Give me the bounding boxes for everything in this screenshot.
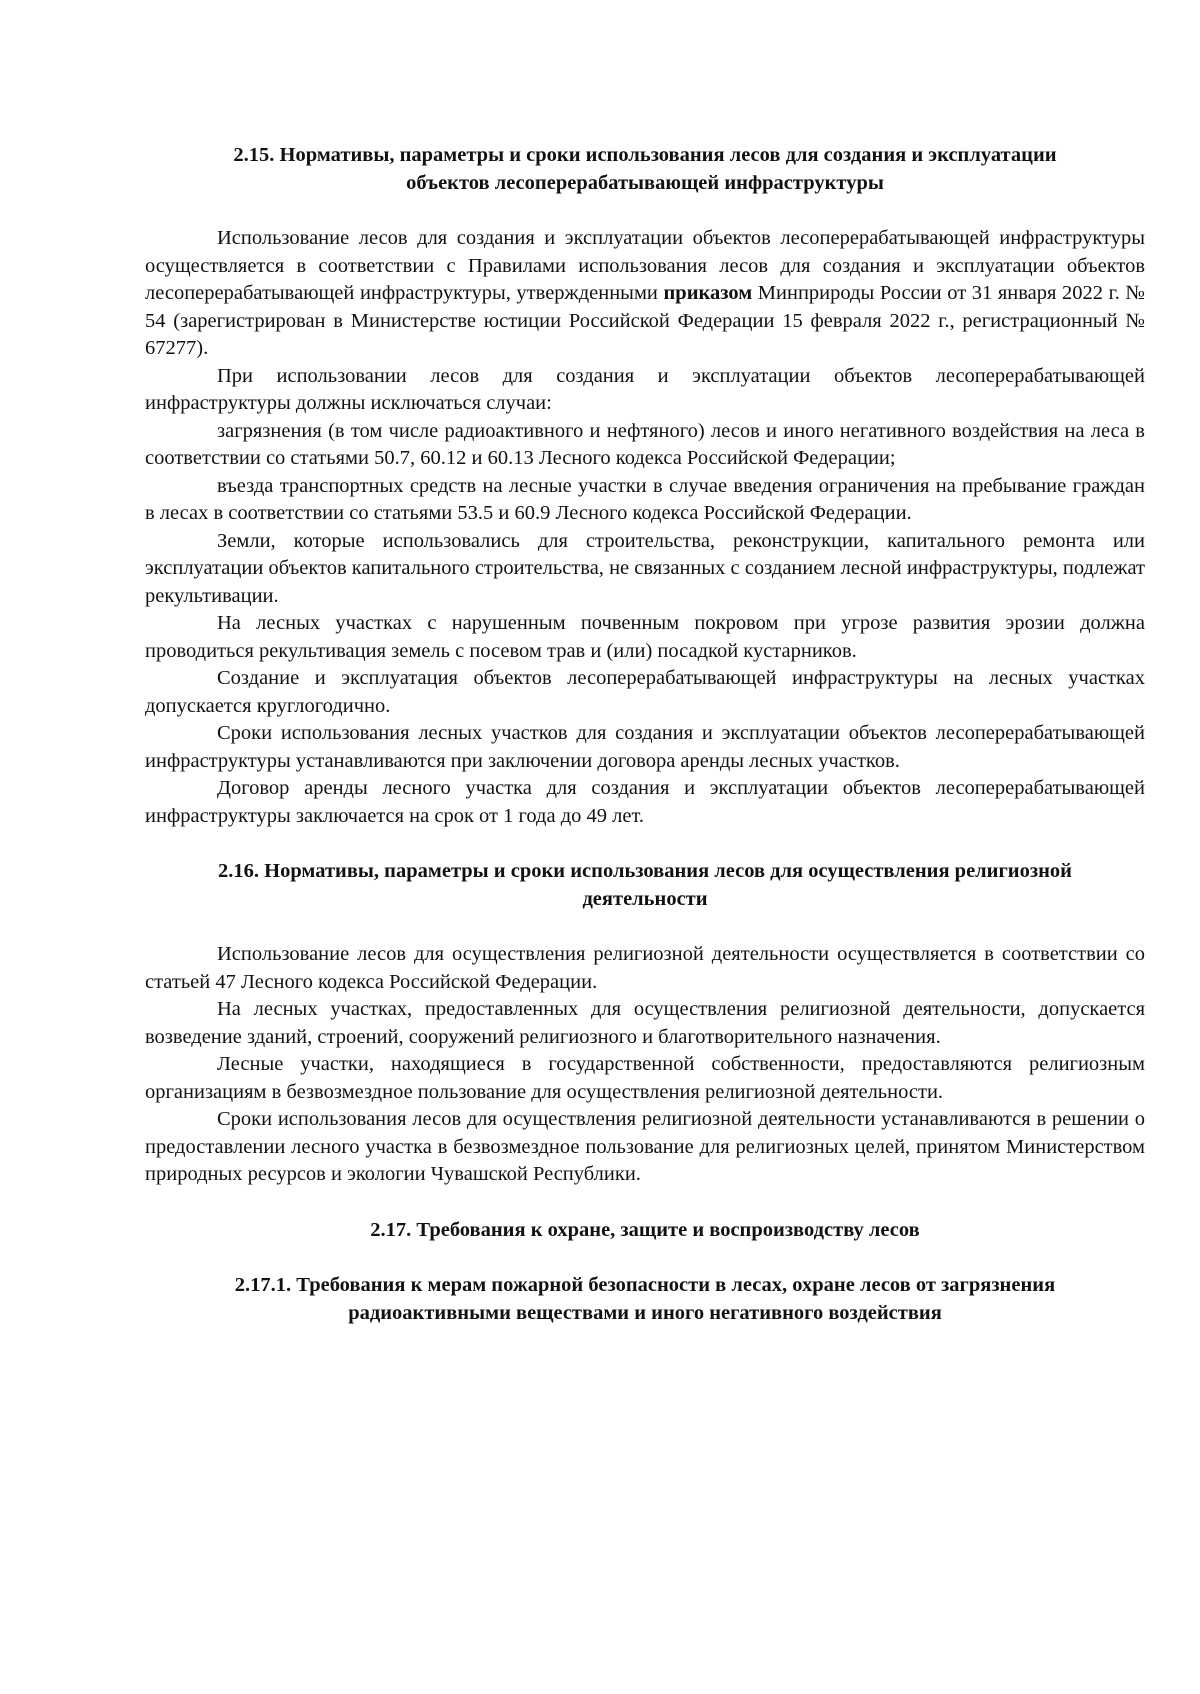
section-2-15-heading: 2.15. Нормативы, параметры и сроки использования лесов для создания и эксплуатации объектов лесоперерабатывающей инфраструктуры — [233, 144, 1057, 194]
order-link-text: приказом — [663, 282, 753, 304]
section-2-16-heading: 2.16. Нормативы, параметры и сроки использования лесов для осуществления религиозной деятельности — [218, 860, 1072, 910]
paragraph-text: Использование лесов для создания и эксплуатации объектов лесоперерабатывающей инфраструктуры осуществляется в соответствии с Правилами использования лесов для создания и эксплуатации объектов лесоперерабатывающей инфраструктуры, утвержденными — [145, 227, 1145, 304]
paragraph: Сроки использования лесов для осуществления религиозной деятельности устанавливаются в решении о предоставлении лесного участка в безвозмездное пользование для религиозных целей, принятом Министерством природных ресурсов и экологии Чувашской Республики. — [145, 1108, 1145, 1185]
spacer — [145, 1189, 1145, 1217]
paragraph: загрязнения (в том числе радиоактивного и нефтяного) лесов и иного негативного воздействия на леса в соответствии со статьями 50.7, 60.12 и 60.13 Лесного кодекса Российской Федерации; — [145, 419, 1145, 469]
paragraph — [145, 225, 1145, 363]
section-2-15 — [145, 142, 1145, 197]
section-2-17-heading: 2.17. Требования к охране, защите и воспроизводству лесов — [370, 1218, 920, 1241]
paragraph: Создание и эксплуатация объектов лесоперерабатывающей инфраструктуры на лесных участках допускается круглогодично. — [145, 667, 1145, 717]
paragraph: Земли, которые использовались для строительства, реконструкции, капитального ремонта или эксплуатации объектов капитального строительства, не связанных с созданием лесной инфраструктуры, подлежат рекультивации. — [145, 529, 1145, 607]
paragraph: Использование лесов для осуществления религиозной деятельности осуществляется в соответствии со статьей 47 Лесного кодекса Российской Федерации. — [145, 943, 1145, 993]
paragraph-text: Минприроды России от 31 января 2022 г. № 54 (зарегистрирован в Министерстве юстиции Российской Федерации 15 февраля 2022 г., регистрационный № 67277). — [145, 282, 1145, 359]
paragraph: На лесных участках с нарушенным почвенным покровом при угрозе развития эрозии должна проводиться рекультивация земель с посевом трав и (или) посадкой кустарников. — [145, 612, 1145, 662]
paragraph: Лесные участки, находящиеся в государственной собственности, предоставляются религиозным организациям в безвозмездное пользование для осуществления религиозной деятельности. — [145, 1053, 1145, 1103]
paragraph: На лесных участках, предоставленных для осуществления религиозной деятельности, допускается возведение зданий, строений, сооружений религиозного и благотворительного назначения. — [145, 998, 1145, 1048]
paragraph: Сроки использования лесных участков для создания и эксплуатации объектов лесоперерабатывающей инфраструктуры устанавливаются при заключении договора аренды лесных участков. — [145, 722, 1145, 772]
paragraph: въезда транспортных средств на лесные участки в случае введения ограничения на пребывание граждан в лесах в соответствии со статьями 53.5 и 60.9 Лесного кодекса Российской Федерации. — [145, 474, 1145, 524]
section-2-17-1 — [145, 1272, 1145, 1327]
section-2-16 — [145, 858, 1145, 913]
spacer — [145, 830, 1145, 858]
section-2-17 — [145, 1217, 1145, 1245]
paragraph: При использовании лесов для создания и эксплуатации объектов лесоперерабатывающей инфраструктуры должны исключаться случаи: — [145, 364, 1145, 414]
paragraph: Договор аренды лесного участка для создания и эксплуатации объектов лесоперерабатывающей инфраструктуры заключается на срок от 1 года до 49 лет. — [145, 777, 1145, 827]
section-2-17-1-heading: 2.17.1. Требования к мерам пожарной безопасности в лесах, охране лесов от загрязнения радиоактивными веществами и иного негативного воздействия — [234, 1274, 1056, 1324]
document-page — [145, 142, 1145, 1355]
